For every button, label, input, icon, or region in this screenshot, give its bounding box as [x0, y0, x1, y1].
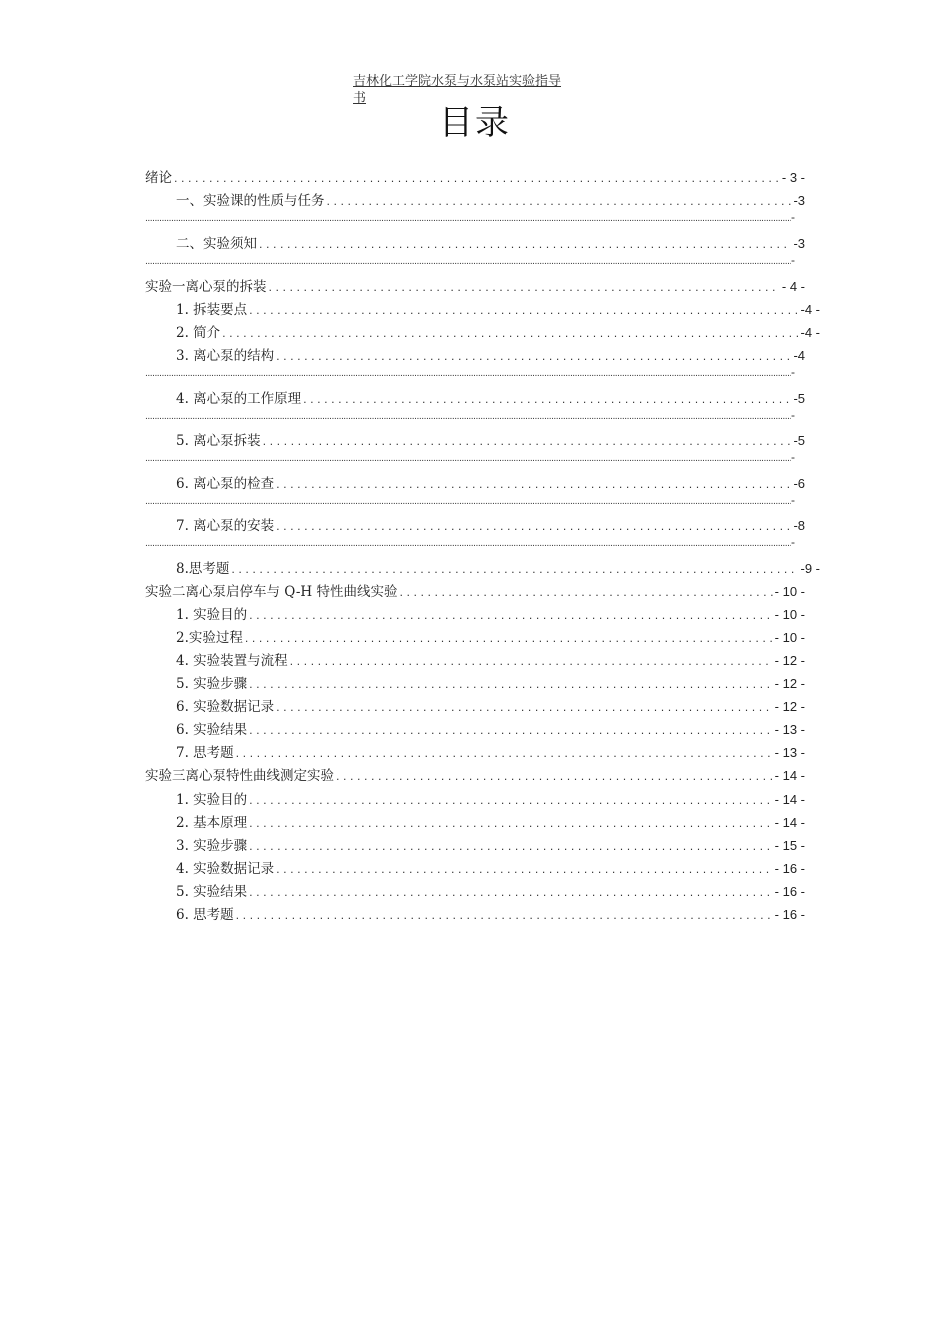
toc-entry-exp2-purpose[interactable] [176, 605, 805, 625]
toc-entry-page: -8 [793, 518, 805, 533]
toc-entry-exp2-apparatus[interactable] [176, 651, 805, 671]
toc-entry-page: -5 [793, 391, 805, 406]
toc-entry-label: 4. 离心泵的工作原理 [176, 391, 302, 407]
dot-leader [145, 256, 791, 266]
dot-leader [145, 411, 791, 421]
toc-entry-label: 2.实验过程 [176, 630, 243, 646]
toc-entry-page: - 10 - [774, 607, 805, 622]
dot-leader [145, 453, 791, 463]
toc-entry-page: -3 [793, 193, 805, 208]
toc-entry-experiment-3[interactable] [145, 766, 805, 786]
toc-entry-label: 绪论 [145, 170, 172, 186]
toc-entry-intro-brief[interactable] [176, 323, 820, 343]
toc-entry-exp2-data[interactable] [176, 697, 805, 717]
toc-entry-wrap: .....- [145, 366, 797, 378]
dot-leader [249, 883, 772, 903]
toc-entry-wrap: .....- [145, 211, 797, 223]
toc-entry-label: 5. 实验步骤 [176, 676, 248, 692]
toc-entry-experiment-2[interactable] [145, 582, 805, 602]
toc-entry-label: 2. 简介 [176, 325, 221, 341]
toc-entry-page: -4 [793, 348, 805, 363]
toc-entry-page: - 13 - [774, 745, 805, 760]
dot-leader [249, 606, 772, 626]
toc-entry-wrap: .....- [145, 494, 797, 506]
toc-entry-label: 4. 实验装置与流程 [176, 653, 288, 669]
dot-leader [145, 368, 791, 378]
dot-leader [222, 324, 798, 344]
toc-entry-pump-inspection[interactable] [176, 474, 805, 494]
toc-entry-label: 5. 实验结果 [176, 884, 248, 900]
toc-entry-label: 6. 实验数据记录 [176, 699, 275, 715]
dot-leader [276, 698, 772, 718]
toc-entry-exp3-purpose[interactable] [176, 790, 805, 810]
toc-entry-exp3-steps[interactable] [176, 836, 805, 856]
toc-entry-exp2-results[interactable] [176, 720, 805, 740]
dot-leader [249, 837, 772, 857]
toc-entry-questions-1[interactable] [176, 559, 820, 579]
dot-leader [336, 767, 773, 787]
toc-entry-label: 2. 基本原理 [176, 815, 248, 831]
toc-entry-page: - 12 - [774, 653, 805, 668]
toc-entry-exp2-questions[interactable] [176, 743, 805, 763]
dot-leader [174, 169, 780, 189]
toc-entry-wrap: .....- [145, 254, 797, 266]
dot-leader [399, 583, 772, 603]
toc-entry-page: -9 - [800, 561, 820, 576]
dot-leader [327, 192, 792, 212]
page-title: 目录 [439, 103, 511, 143]
toc-entry-wrap: .....- [145, 536, 797, 548]
toc-entry-label: 1. 实验目的 [176, 607, 248, 623]
toc-entry-label: 1. 拆装要点 [176, 302, 248, 318]
toc-entry-page: - 4 - [781, 279, 805, 294]
toc-entry-disassembly-points[interactable] [176, 300, 820, 320]
toc-entry-label: 6. 思考题 [176, 907, 234, 923]
dot-leader [276, 860, 772, 880]
toc-entry-page: -4 - [800, 302, 820, 317]
toc-entry-page: - 13 - [774, 722, 805, 737]
toc-entry-label: 实验一离心泵的拆装 [145, 279, 267, 295]
dot-leader [249, 814, 772, 834]
toc-entry-page: - 16 - [774, 861, 805, 876]
toc-entry-label: 5. 离心泵拆装 [176, 433, 261, 449]
dot-leader [259, 235, 791, 255]
dot-leader [303, 390, 791, 410]
toc-entry-label: 3. 实验步骤 [176, 838, 248, 854]
toc-entry-label: 7. 离心泵的安装 [176, 518, 275, 534]
toc-entry-lab-notice[interactable] [176, 234, 805, 254]
dot-leader [263, 432, 792, 452]
dot-leader [231, 560, 798, 580]
dot-leader [249, 675, 772, 695]
toc-entry-exp3-data[interactable] [176, 859, 805, 879]
toc-entry-page: - 3 - [781, 170, 805, 185]
header-line-2: 书 [353, 91, 367, 106]
toc-entry-exp2-process[interactable] [176, 628, 805, 648]
dot-leader [145, 538, 791, 548]
toc-entry-intro[interactable] [145, 168, 805, 188]
toc-entry-page: - 16 - [774, 884, 805, 899]
dot-leader [245, 629, 773, 649]
header-line-1: 吉林化工学院水泵与水泵站实验指导 [353, 74, 562, 89]
toc-entry-label: 6. 离心泵的检查 [176, 476, 275, 492]
dot-leader [249, 791, 772, 811]
toc-entry-page: - 12 - [774, 699, 805, 714]
toc-entry-label: 4. 实验数据记录 [176, 861, 275, 877]
toc-entry-exp3-questions[interactable] [176, 905, 805, 925]
toc-entry-page: - 10 - [774, 584, 805, 599]
toc-entry-label: 1. 实验目的 [176, 792, 248, 808]
toc-entry-page: -6 [793, 476, 805, 491]
toc-entry-wrap: .....- [145, 451, 797, 463]
toc-entry-label: 6. 实验结果 [176, 722, 248, 738]
toc-entry-course-nature[interactable] [176, 191, 805, 211]
toc-entry-pump-disassembly[interactable] [176, 431, 805, 451]
dot-leader [236, 906, 773, 926]
dot-leader [249, 721, 772, 741]
dot-leader [276, 347, 791, 367]
dot-leader [249, 301, 798, 321]
toc-entry-page: - 15 - [774, 838, 805, 853]
toc-entry-page: - 14 - [774, 815, 805, 830]
toc-entry-exp2-steps[interactable] [176, 674, 805, 694]
dot-leader [276, 517, 791, 537]
toc-entry-label: 实验三离心泵特性曲线测定实验 [145, 768, 334, 784]
dot-leader [145, 213, 791, 223]
toc-entry-experiment-1[interactable] [145, 277, 805, 297]
toc-entry-page: - 14 - [774, 768, 805, 783]
toc-entry-page: - 16 - [774, 907, 805, 922]
toc-entry-exp3-principle[interactable] [176, 813, 805, 833]
toc-entry-page: -4 - [800, 325, 820, 340]
toc-entry-pump-structure[interactable] [176, 346, 805, 366]
toc-entry-page: - 12 - [774, 676, 805, 691]
toc-entry-working-principle[interactable] [176, 389, 805, 409]
toc-entry-label: 7. 思考题 [176, 745, 234, 761]
toc-entry-page: -5 [793, 433, 805, 448]
toc-entry-page: - 10 - [774, 630, 805, 645]
toc-entry-page: -3 [793, 236, 805, 251]
toc-entry-label: 二、实验须知 [176, 236, 257, 252]
toc-entry-pump-installation[interactable] [176, 516, 805, 536]
toc-entry-wrap: .....- [145, 409, 797, 421]
toc-entry-page: - 14 - [774, 792, 805, 807]
dot-leader [290, 652, 773, 672]
toc-entry-label: 实验二离心泵启停车与 Q-H 特性曲线实验 [145, 584, 398, 600]
dot-leader [145, 496, 791, 506]
dot-leader [236, 744, 773, 764]
toc-entry-exp3-results[interactable] [176, 882, 805, 902]
dot-leader [269, 278, 780, 298]
toc-entry-label: 3. 离心泵的结构 [176, 348, 275, 364]
toc-entry-label: 8.思考题 [176, 561, 230, 577]
toc-entry-label: 一、实验课的性质与任务 [176, 193, 325, 209]
dot-leader [276, 475, 791, 495]
